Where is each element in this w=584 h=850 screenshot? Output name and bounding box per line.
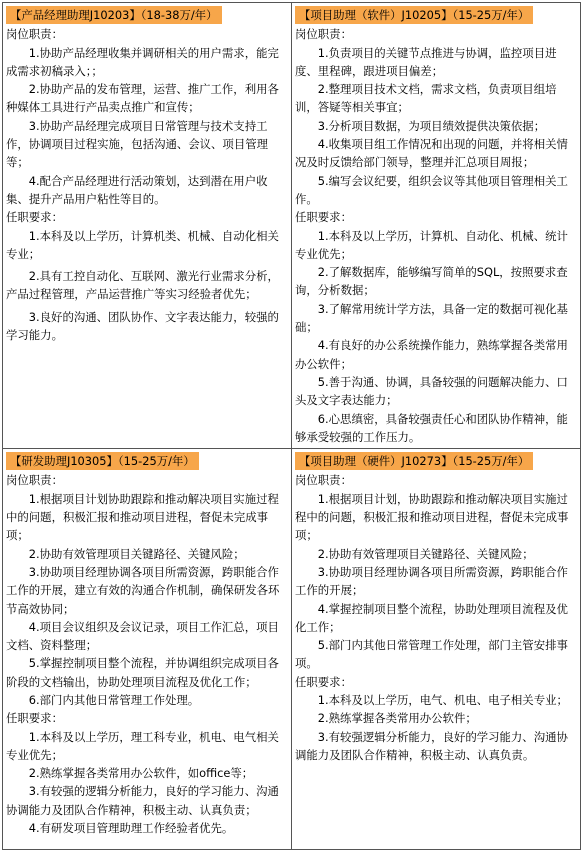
job-cell-rnd-assistant [3, 449, 292, 850]
job-title: 【研发助理J10305】（15-25万/年） [6, 452, 199, 470]
duty-item: 5.部门内其他日常管理工作处理，部门主管安排事项。 [295, 638, 568, 671]
requirement-item: 4.有研发项目管理助理工作经验者优先。 [28, 821, 234, 836]
duty-item: 2.整理项目技术文档，需求文档，负责项目组培训，答疑等相关事宜； [295, 82, 557, 115]
duty-item: 3.分析项目数据，为项目绩效提供决策依据； [317, 118, 546, 133]
requirements-heading: 任职要求： [295, 674, 352, 689]
duties-heading: 岗位职责： [6, 473, 63, 488]
requirement-item: 2.了解数据库，能够编写简单的SQL，按照要求查询，分析数据； [295, 265, 568, 298]
requirement-item: 1.本科及以上学历，电气、机电、电子相关专业； [317, 692, 568, 707]
duty-item: 4.项目会议组织及会议记录，项目工作汇总，项目文档、资料整理； [6, 619, 279, 653]
duty-item: 1.根据项目计划协助跟踪和推动解决项目实施过程中的问题，积极汇报和推动项目进程，督促未完成事项； [6, 491, 279, 543]
requirements-heading: 任职要求： [295, 210, 352, 225]
requirement-item: 1.本科及以上学历，计算机类、机械、自动化相关专业； [6, 228, 279, 261]
job-cell-project-assistant-hardware [292, 449, 581, 850]
job-title: 【项目助理（硬件）J10273】（15-25万/年） [295, 452, 533, 470]
requirement-item: 1.本科及以上学历，计算机、自动化、机械、统计专业优先； [295, 228, 568, 261]
requirement-item: 3.良好的沟通、团队协作、文字表达能力，较强的学习能力。 [6, 309, 279, 343]
requirements-heading: 任职要求： [6, 711, 63, 726]
requirement-item: 2.熟练掌握各类常用办公软件，如office等； [28, 766, 254, 781]
requirement-item: 6.心思缜密，具备较强责任心和团队协作精神，能够承受较强的工作压力。 [295, 411, 568, 444]
duties-heading: 岗位职责： [6, 27, 63, 42]
duty-item: 4.收集项目组工作情况和出现的问题，并将相关情况及时反馈给部门领导，整理并汇总项目周报； [295, 137, 568, 170]
job-title: 【产品经理助理J10203】（18-38万/年） [6, 6, 222, 24]
duty-item: 1.负责项目的关键节点推进与协调，监控项目进度、里程碑，跟进项目偏差； [295, 45, 557, 78]
job-cell-project-assistant-software [292, 3, 581, 449]
requirement-item: 2.熟练掌握各类常用办公软件； [317, 711, 477, 726]
duty-item: 1.根据项目计划，协助跟踪和推动解决项目实施过程中的问题，积极汇报和推动项目进程，督促未完成事项； [295, 491, 569, 543]
duty-item: 6.部门内其他日常管理工作处理。 [28, 692, 200, 707]
job-postings-table [2, 2, 581, 850]
duty-item: 4.配合产品经理进行活动策划，达到潜在用户收集、提升产品用户粘性等目的。 [6, 173, 268, 206]
duty-item: 4.掌握控制项目整个流程，协助处理项目流程及优化工作； [295, 601, 568, 634]
duty-item: 5.编写会议纪要，组织会议等其他项目管理相关工作。 [295, 173, 568, 206]
job-title: 【项目助理（软件）J10205】（15-25万/年） [295, 6, 533, 24]
requirement-item: 3.了解常用统计学方法，具备一定的数据可视化基础； [295, 301, 568, 335]
duty-item: 3.协助项目经理协调各项目所需资源，跨职能合作工作的开展，建立有效的沟通合作机制，确保研发各环节高效协同； [6, 564, 280, 616]
requirement-item: 4.有良好的办公系统操作能力，熟练掌握各类常用办公软件； [295, 338, 568, 371]
duty-item: 2.协助有效管理项目关键路径、关键风险； [317, 546, 534, 561]
duty-item: 1.协助产品经理收集并调研相关的用户需求，能完成需求初稿录入；； [6, 45, 279, 78]
duty-item: 5.掌握控制项目整个流程，并协调组织完成项目各阶段的文档输出，协助处理项目流程及优化工作； [6, 656, 279, 689]
job-cell-product-manager-assistant [3, 3, 292, 449]
requirement-item: 3.有较强逻辑分析能力，良好的学习能力、沟通协调能力及团队合作精神，积极主动、认真负责。 [295, 729, 568, 762]
duty-item: 2.协助有效管理项目关键路径、关键风险； [28, 546, 245, 561]
duties-heading: 岗位职责： [295, 27, 352, 42]
duty-item: 3.协助产品经理完成项目日常管理与技术支持工作，协调项目过程实施，包括沟通、会议、项目管理等； [6, 118, 268, 170]
duties-heading: 岗位职责： [295, 473, 352, 488]
requirement-item: 1.本科及以上学历，理工科专业，机电、电气相关专业优先； [6, 729, 279, 762]
requirement-item: 2.具有工控自动化、互联网、激光行业需求分析，产品过程管理，产品运营推广等实习经验者优先； [6, 269, 279, 302]
duty-item: 3.协助项目经理协调各项目所需资源，跨职能合作工作的开展； [295, 564, 568, 598]
requirements-heading: 任职要求： [6, 210, 63, 225]
requirement-item: 5.善于沟通、协调，具备较强的问题解决能力、口头及文字表达能力； [295, 374, 568, 408]
requirement-item: 3.有较强的逻辑分析能力，良好的学习能力、沟通协调能力及团队合作精神，积极主动、认真负责； [6, 784, 279, 817]
duty-item: 2.协助产品的发布管理，运营、推广工作，利用各种媒体工具进行产品卖点推广和宣传； [6, 82, 279, 115]
